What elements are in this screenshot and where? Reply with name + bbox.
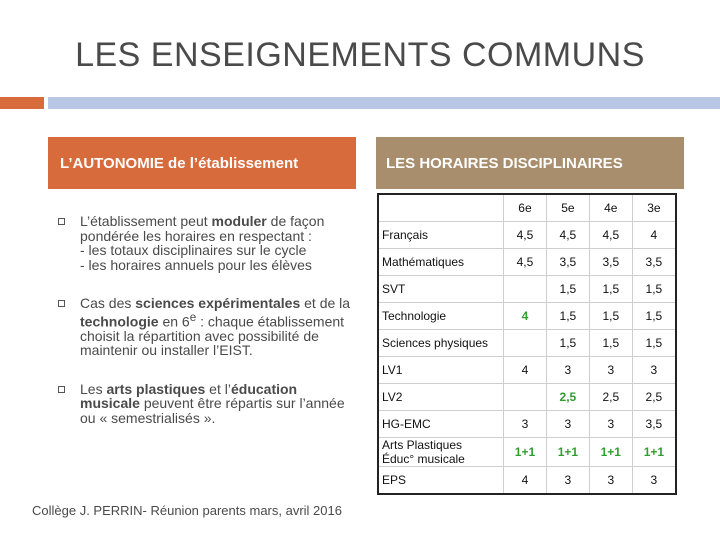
hours-cell: 3,5 (632, 249, 676, 276)
hours-cell: 3 (546, 411, 589, 438)
bullet-modulation (58, 214, 358, 272)
hours-cell: 3,5 (546, 249, 589, 276)
square-bullet-icon (58, 386, 65, 393)
table-header-corner (378, 194, 504, 222)
hours-cell (504, 330, 547, 357)
autonomy-heading: L’AUTONOMIE de l’établissement (48, 137, 356, 189)
hours-cell: 4,5 (504, 249, 547, 276)
hours-table (377, 193, 677, 495)
table-row (378, 303, 676, 330)
autonomy-bullets (58, 214, 358, 449)
hours-cell: 4 (504, 357, 547, 384)
hours-cell: 2,5 (546, 384, 589, 411)
footer-text: Collège J. PERRIN- Réunion parents mars, avril 2016 (32, 503, 342, 518)
hours-cell: 1,5 (546, 303, 589, 330)
hours-cell: 1+1 (504, 438, 547, 467)
subject-cell: LV2 (378, 384, 504, 411)
hours-cell: 2,5 (589, 384, 632, 411)
hours-cell: 1,5 (632, 303, 676, 330)
hours-cell: 3,5 (589, 249, 632, 276)
bullet-text: Les arts plastiques et l’éducation musicale peuvent être répartis sur l’année ou « semestrialisés ». (80, 380, 345, 426)
title-rule-blue (48, 97, 720, 109)
column-header: 6e (504, 194, 547, 222)
hours-cell: 3 (632, 467, 676, 495)
square-bullet-icon (58, 218, 65, 225)
hours-cell: 3 (546, 467, 589, 495)
hours-cell: 1,5 (546, 330, 589, 357)
slide-title: LES ENSEIGNEMENTS COMMUNS (75, 36, 645, 74)
hours-cell: 4,5 (589, 222, 632, 249)
hours-cell: 4 (504, 467, 547, 495)
table-row (378, 357, 676, 384)
subject-cell: EPS (378, 467, 504, 495)
square-bullet-icon (58, 300, 65, 307)
hours-cell: 3 (546, 357, 589, 384)
subject-cell: Mathématiques (378, 249, 504, 276)
title-rule-orange (0, 97, 44, 109)
hours-cell: 1,5 (632, 276, 676, 303)
hours-cell (504, 384, 547, 411)
table-row (378, 411, 676, 438)
hours-cell: 1,5 (632, 330, 676, 357)
subject-cell: SVT (378, 276, 504, 303)
subject-cell: Technologie (378, 303, 504, 330)
hours-cell: 3 (504, 411, 547, 438)
column-header: 4e (589, 194, 632, 222)
hours-cell (504, 276, 547, 303)
subject-cell: Sciences physiques (378, 330, 504, 357)
hours-cell: 3,5 (632, 411, 676, 438)
hours-cell: 3 (589, 411, 632, 438)
table-header-row (378, 194, 676, 222)
hours-cell: 3 (632, 357, 676, 384)
table-row (378, 330, 676, 357)
hours-cell: 1,5 (589, 303, 632, 330)
hours-cell: 1+1 (632, 438, 676, 467)
hours-cell: 1+1 (589, 438, 632, 467)
bullet-subline: - les horaires annuels pour les élèves (80, 256, 312, 273)
bullet-text: Cas des sciences expérimentales et de la technologie en 6e : chaque établissement choisit la répartition avec possibilité de maintenir ou installer l’EIST. (80, 295, 351, 359)
hours-heading: LES HORAIRES DISCIPLINAIRES (376, 137, 684, 189)
hours-cell: 1,5 (589, 330, 632, 357)
hours-table-body (378, 194, 676, 494)
hours-cell: 1,5 (589, 276, 632, 303)
hours-cell: 3 (589, 467, 632, 495)
bullet-arts (58, 382, 358, 426)
hours-cell: 2,5 (632, 384, 676, 411)
bullet-subline: - les totaux disciplinaires sur le cycle (80, 242, 307, 258)
subject-cell: HG-EMC (378, 411, 504, 438)
hours-cell: 4 (632, 222, 676, 249)
table-row (378, 249, 676, 276)
table-row (378, 222, 676, 249)
table-row (378, 276, 676, 303)
hours-cell: 1+1 (546, 438, 589, 467)
table-row (378, 384, 676, 411)
hours-cell: 4,5 (504, 222, 547, 249)
hours-cell: 4,5 (546, 222, 589, 249)
subject-cell: LV1 (378, 357, 504, 384)
column-header: 5e (546, 194, 589, 222)
table-row (378, 467, 676, 495)
hours-cell: 3 (589, 357, 632, 384)
hours-cell: 1,5 (546, 276, 589, 303)
column-header: 3e (632, 194, 676, 222)
hours-cell: 4 (504, 303, 547, 330)
table-row (378, 438, 676, 467)
bullet-text: L’établissement peut moduler de façon pondérée les horaires en respectant : (80, 213, 325, 244)
subject-cell: Arts Plastiques Éduc° musicale (378, 438, 504, 467)
subject-cell: Français (378, 222, 504, 249)
bullet-sciences (58, 296, 358, 358)
